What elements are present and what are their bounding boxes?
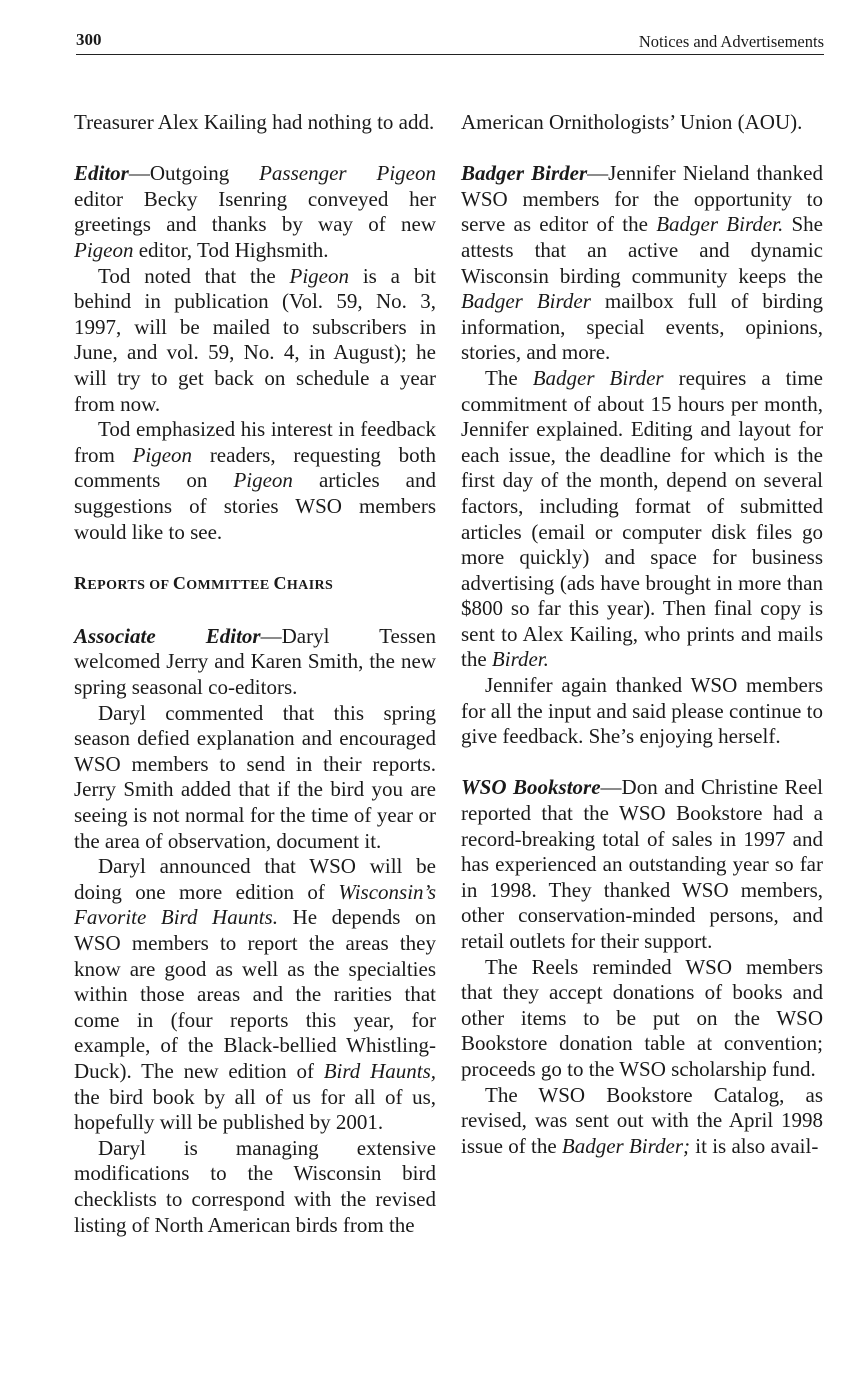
badger-commitment-paragraph: The Badger Birder requires a time commitment of about 15 hours per month, Jennifer explained. Editing and layout for each issue, the deadline for which is the first day of the month, depend on several factors, including format of submitted articles (email or computer disk files go more quickly) and space for business advertising (ads have brought in more than $800 so far this year). Then final copy is sent to Alex Kailing, who prints and mails the Birder. [461,365,824,672]
daryl-checklist-paragraph: Daryl is managing extensive modifications to the Wisconsin bird checklists to correspond with the revised listing of North American birds from the [74,1135,436,1237]
reels-donation-paragraph: The Reels reminded WSO members that they accept donations of books and other items to be put on the WSO Bookstore donation table at convention; proceeds go to the WSO scholarship fund. [461,954,823,1081]
bookstore-run-in-head: WSO Bookstore [461,775,601,800]
associate-editor-run-in-head: Associate Editor [74,623,261,648]
associate-editor-paragraph: Associate Editor—Daryl Tessen welcomed Jerry and Karen Smith, the new spring seasonal co-editors. [74,623,436,700]
editor-paragraph: Editor—Outgoing Passenger Pigeon editor Becky Isenring conveyed her greetings and thanks by way of new Pigeon editor, Tod Highsmith. [74,161,436,262]
tod-feedback-paragraph: Tod emphasized his interest in feedback from Pigeon readers, requesting both comments on Pigeon articles and suggestions of stories WSO members would like to see. [74,417,436,544]
right-column [461,110,823,1159]
page-number: 300 [76,30,102,49]
daryl-haunts-paragraph: Daryl announced that WSO will be doing one more edition of Wisconsin’s Favorite Bird Haunts. He depends on WSO members to report the areas they know are good as well as the specialties within those areas and the rarities that come in (four reports this year, for example, of the Black-bellied Whistling-Duck). The new edition of Bird Haunts, the bird book by all of us for all of us, hopefully will be published by 2001. [74,854,436,1135]
section-heading-committee-chairs: REPORTS OF COMMITTEE CHAIRS [74,572,334,593]
bookstore-paragraph: WSO Bookstore—Don and Christine Reel reported that the WSO Bookstore had a record-breaking total of sales in 1997 and has experienced an outstanding year so far in 1998. They thanked WSO members, other conservation-minded persons, and retail outlets for their support. [461,775,823,953]
bookstore-catalog-paragraph: The WSO Bookstore Catalog, as revised, was sent out with the April 1998 issue of the Badger Birder; it is also avail- [461,1082,823,1158]
daryl-season-paragraph: Daryl commented that this spring season defied explanation and encouraged WSO members to send in their reports. Jerry Smith added that if the bird you are seeing is not normal for the time of year or the area of observation, document it. [74,700,436,853]
jennifer-thanks-paragraph: Jennifer again thanked WSO members for all the input and said please continue to give feedback. She’s enjoying herself. [461,673,823,749]
left-column [74,110,436,1238]
running-header [76,30,824,55]
tod-schedule-paragraph: Tod noted that the Pigeon is a bit behind in publication (Vol. 59, No. 3, 1997, will be mailed to subscribers in June, and vol. 59, No. 4, in August); he will try to get back on schedule a year from now. [74,263,437,416]
badger-birder-paragraph: Badger Birder—Jennifer Nieland thanked WSO members for the opportunity to serve as editor of the Badger Birder. She attests that an active and dynamic Wisconsin birding community keeps the Badger Birder mailbox full of birding information, special events, opinions, stories, and more. [461,161,824,365]
editor-run-in-head: Editor [74,161,129,186]
badger-birder-run-in-head: Badger Birder [461,161,588,186]
aou-paragraph: American Ornithologists’ Union (AOU). [461,110,803,134]
treasurer-paragraph: Treasurer Alex Kailing had nothing to add. [74,110,435,134]
running-head-title: Notices and Advertisements [638,32,824,51]
